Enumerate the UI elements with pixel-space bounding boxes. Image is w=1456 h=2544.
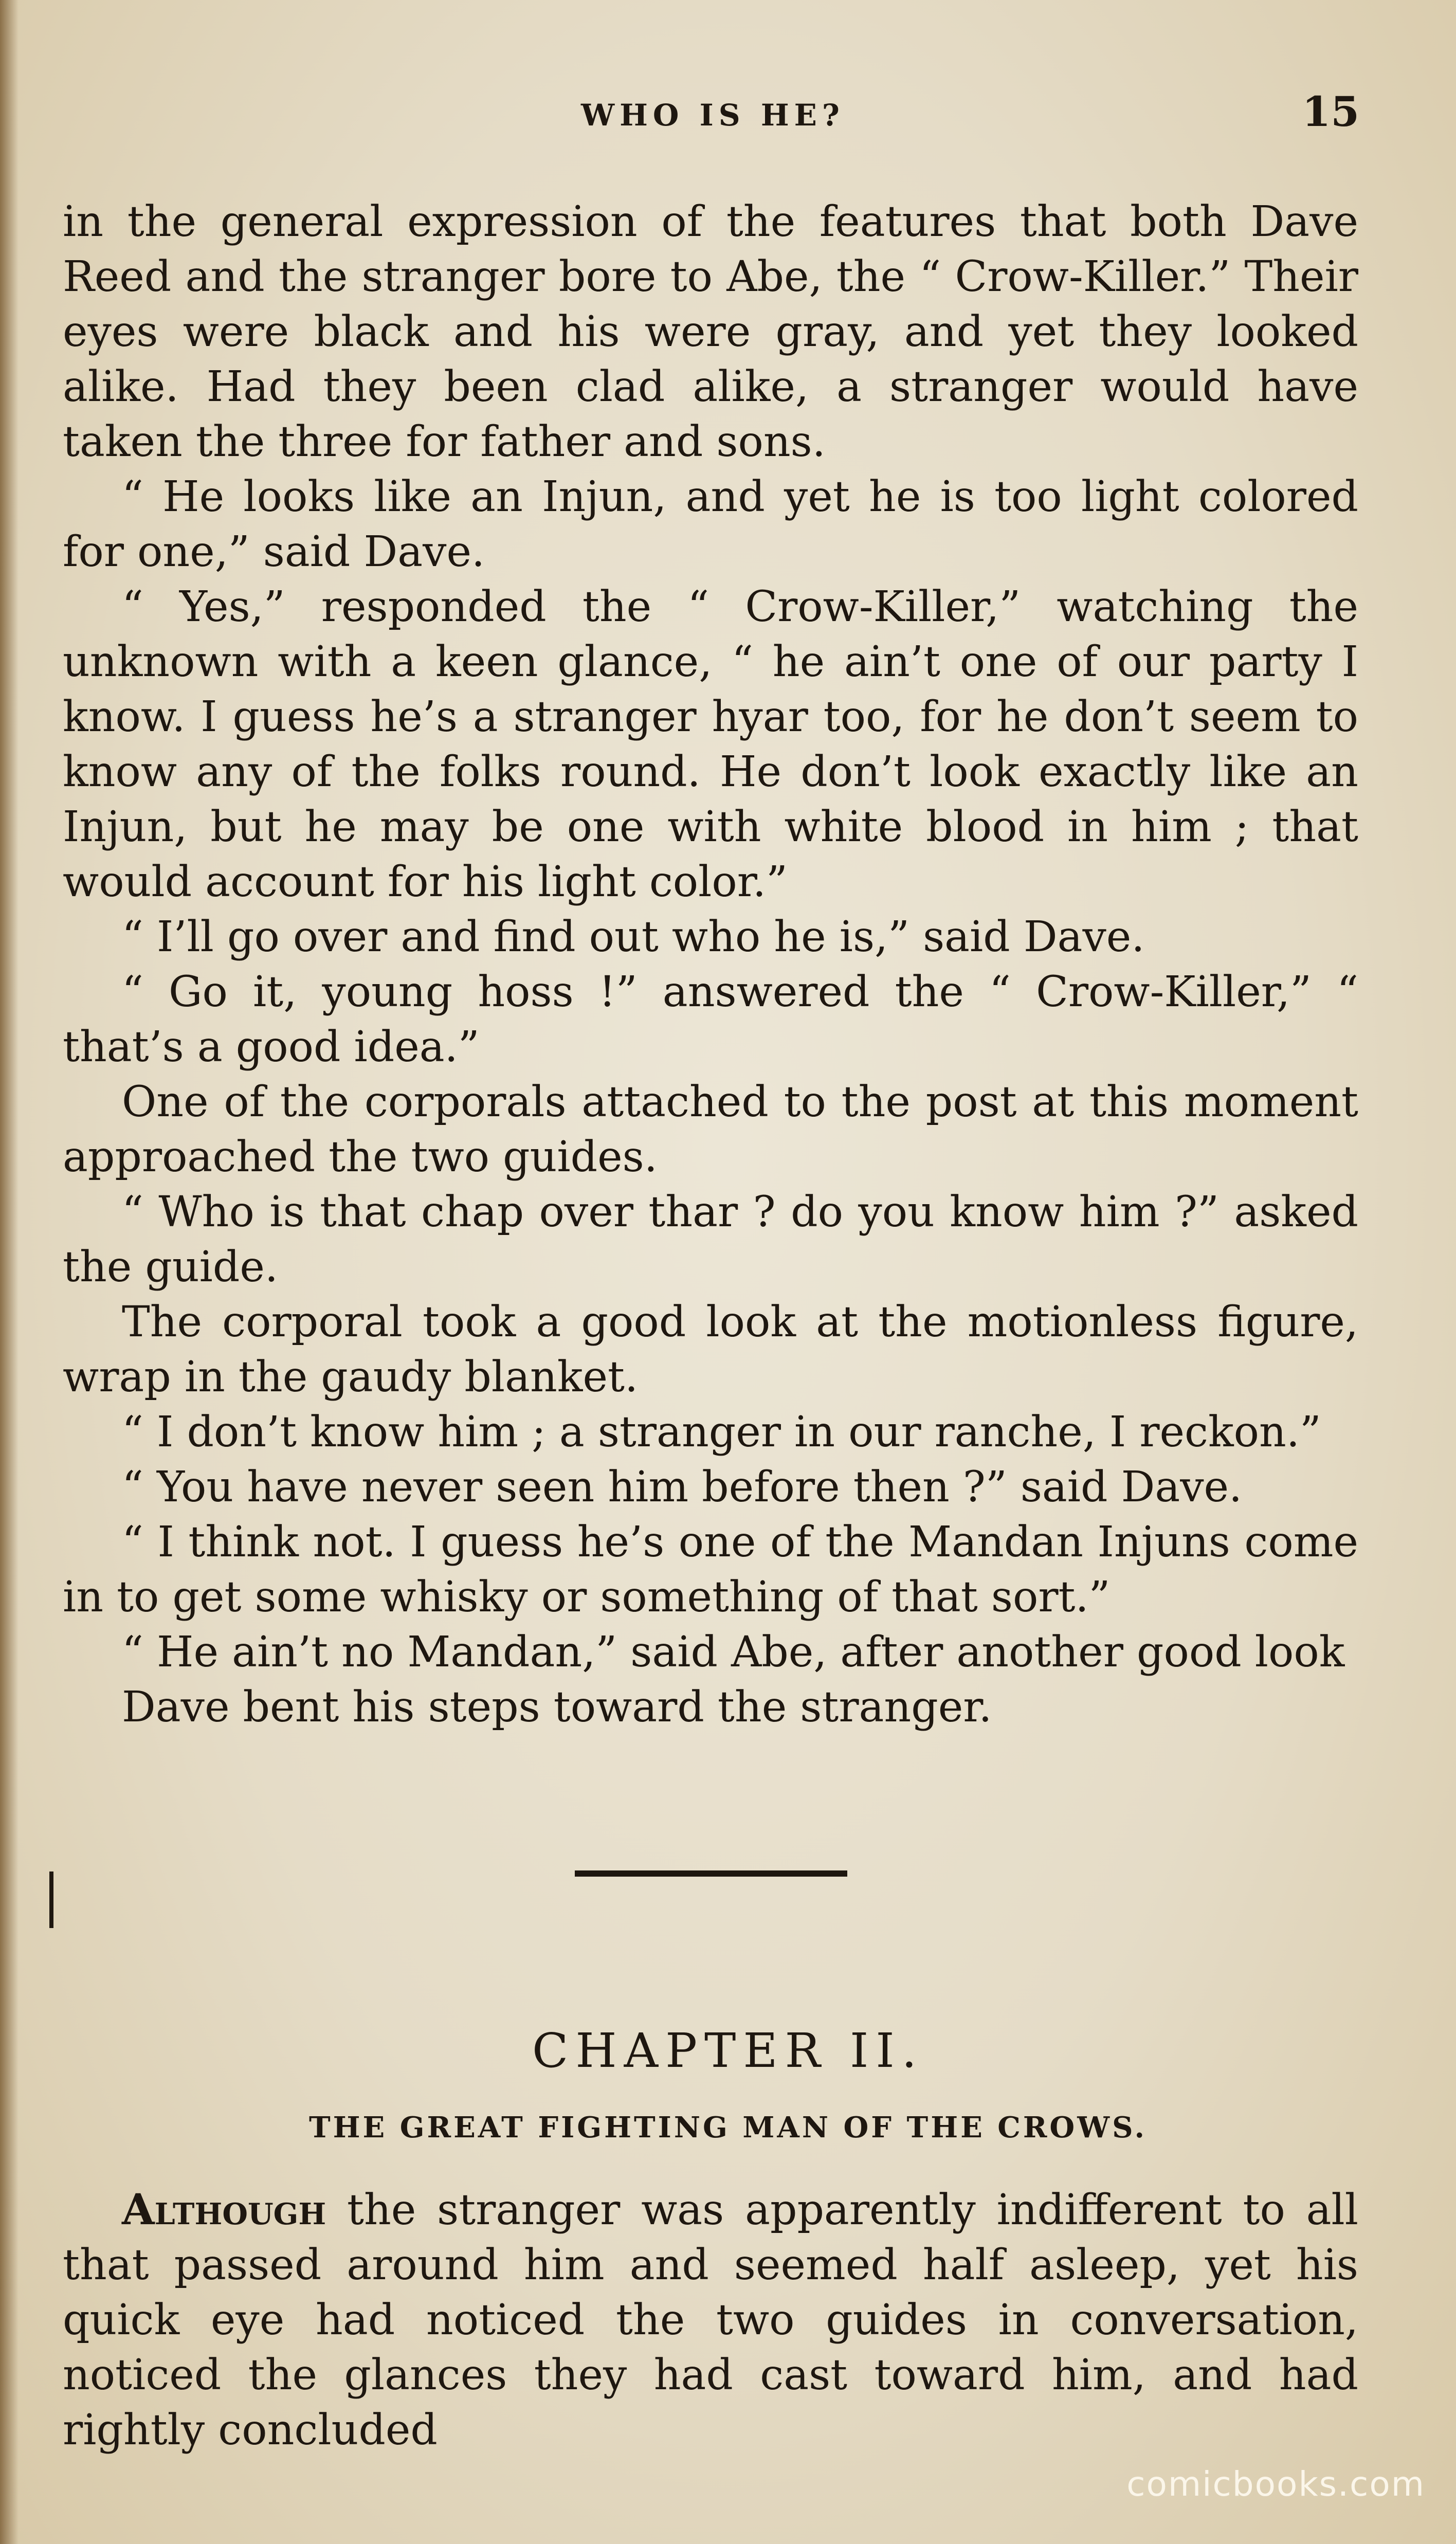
chapter-subtitle: THE GREAT FIGHTING MAN OF THE CROWS. (308, 2111, 1148, 2145)
chapter-opening (63, 2183, 1358, 2458)
body-text (63, 194, 1358, 1735)
page-header (0, 87, 1456, 144)
page-edge-shadow (0, 0, 19, 2544)
paragraph-8: The corporal took a good look at the motionless figure, wrap in the gaudy blanket. (63, 1298, 1358, 1402)
paragraph-10: “ You have never seen him before then ?” said Dave. (122, 1463, 1243, 1512)
watermark-logo: comicbooks.com (1126, 2464, 1425, 2504)
chapter-opening-paragraph (63, 2183, 1358, 2458)
page-number: 15 (1302, 87, 1359, 136)
paragraph-3: “ Yes,” responded the “ Crow-Killer,” watching the unknown with a keen glance, “ he ain’t one of our party I know. I guess he’s a stranger hyar too, for he don’t seem to know any of the folks round. He don’t look exactly like an Injun, but he may be one with white blood in him ; that would account for his light color.” (63, 583, 1358, 906)
paragraph-13: Dave bent his steps toward the stranger. (122, 1683, 992, 1732)
margin-mark (49, 1871, 53, 1928)
paragraph-6: One of the corporals attached to the post at this moment approached the two guides. (63, 1078, 1358, 1182)
paragraph-2: “ He looks like an Injun, and yet he is too light colored for one,” said Dave. (63, 473, 1358, 576)
paragraph-1: in the general expression of the features that both Dave Reed and the stranger bore to Abe, the “ Crow-Killer.” Their eyes were black and his were gray, and yet they looked alike. Had they been clad alike, a stranger would have taken the three for father and sons. (63, 197, 1358, 466)
section-divider-rule (575, 1870, 847, 1877)
chapter-title: CHAPTER II. (532, 2023, 924, 2078)
paragraph-4: “ I’ll go over and find out who he is,” said Dave. (122, 913, 1145, 961)
paragraph-5: “ Go it, young hoss !” answered the “ Crow-Killer,” “ that’s a good idea.” (63, 968, 1358, 1071)
lead-word: Although (122, 2185, 326, 2234)
paragraph-9: “ I don’t know him ; a stranger in our ranche, I reckon.” (122, 1408, 1321, 1457)
paragraph-7: “ Who is that chap over thar ? do you know him ?” asked the guide. (63, 1188, 1358, 1292)
opening-text: the stranger was apparently indifferent to all that passed around him and seemed half asleep, yet his quick eye had noticed the two guides in conversation, noticed the glances they had cast toward him, and had rightly concluded (63, 2186, 1358, 2455)
paragraph-12: “ He ain’t no Mandan,” said Abe, after another good look (122, 1628, 1345, 1677)
paragraph-11: “ I think not. I guess he’s one of the Mandan Injuns come in to get some whisky or something of that sort.” (63, 1518, 1358, 1622)
running-title: WHO IS HE? (581, 98, 845, 133)
